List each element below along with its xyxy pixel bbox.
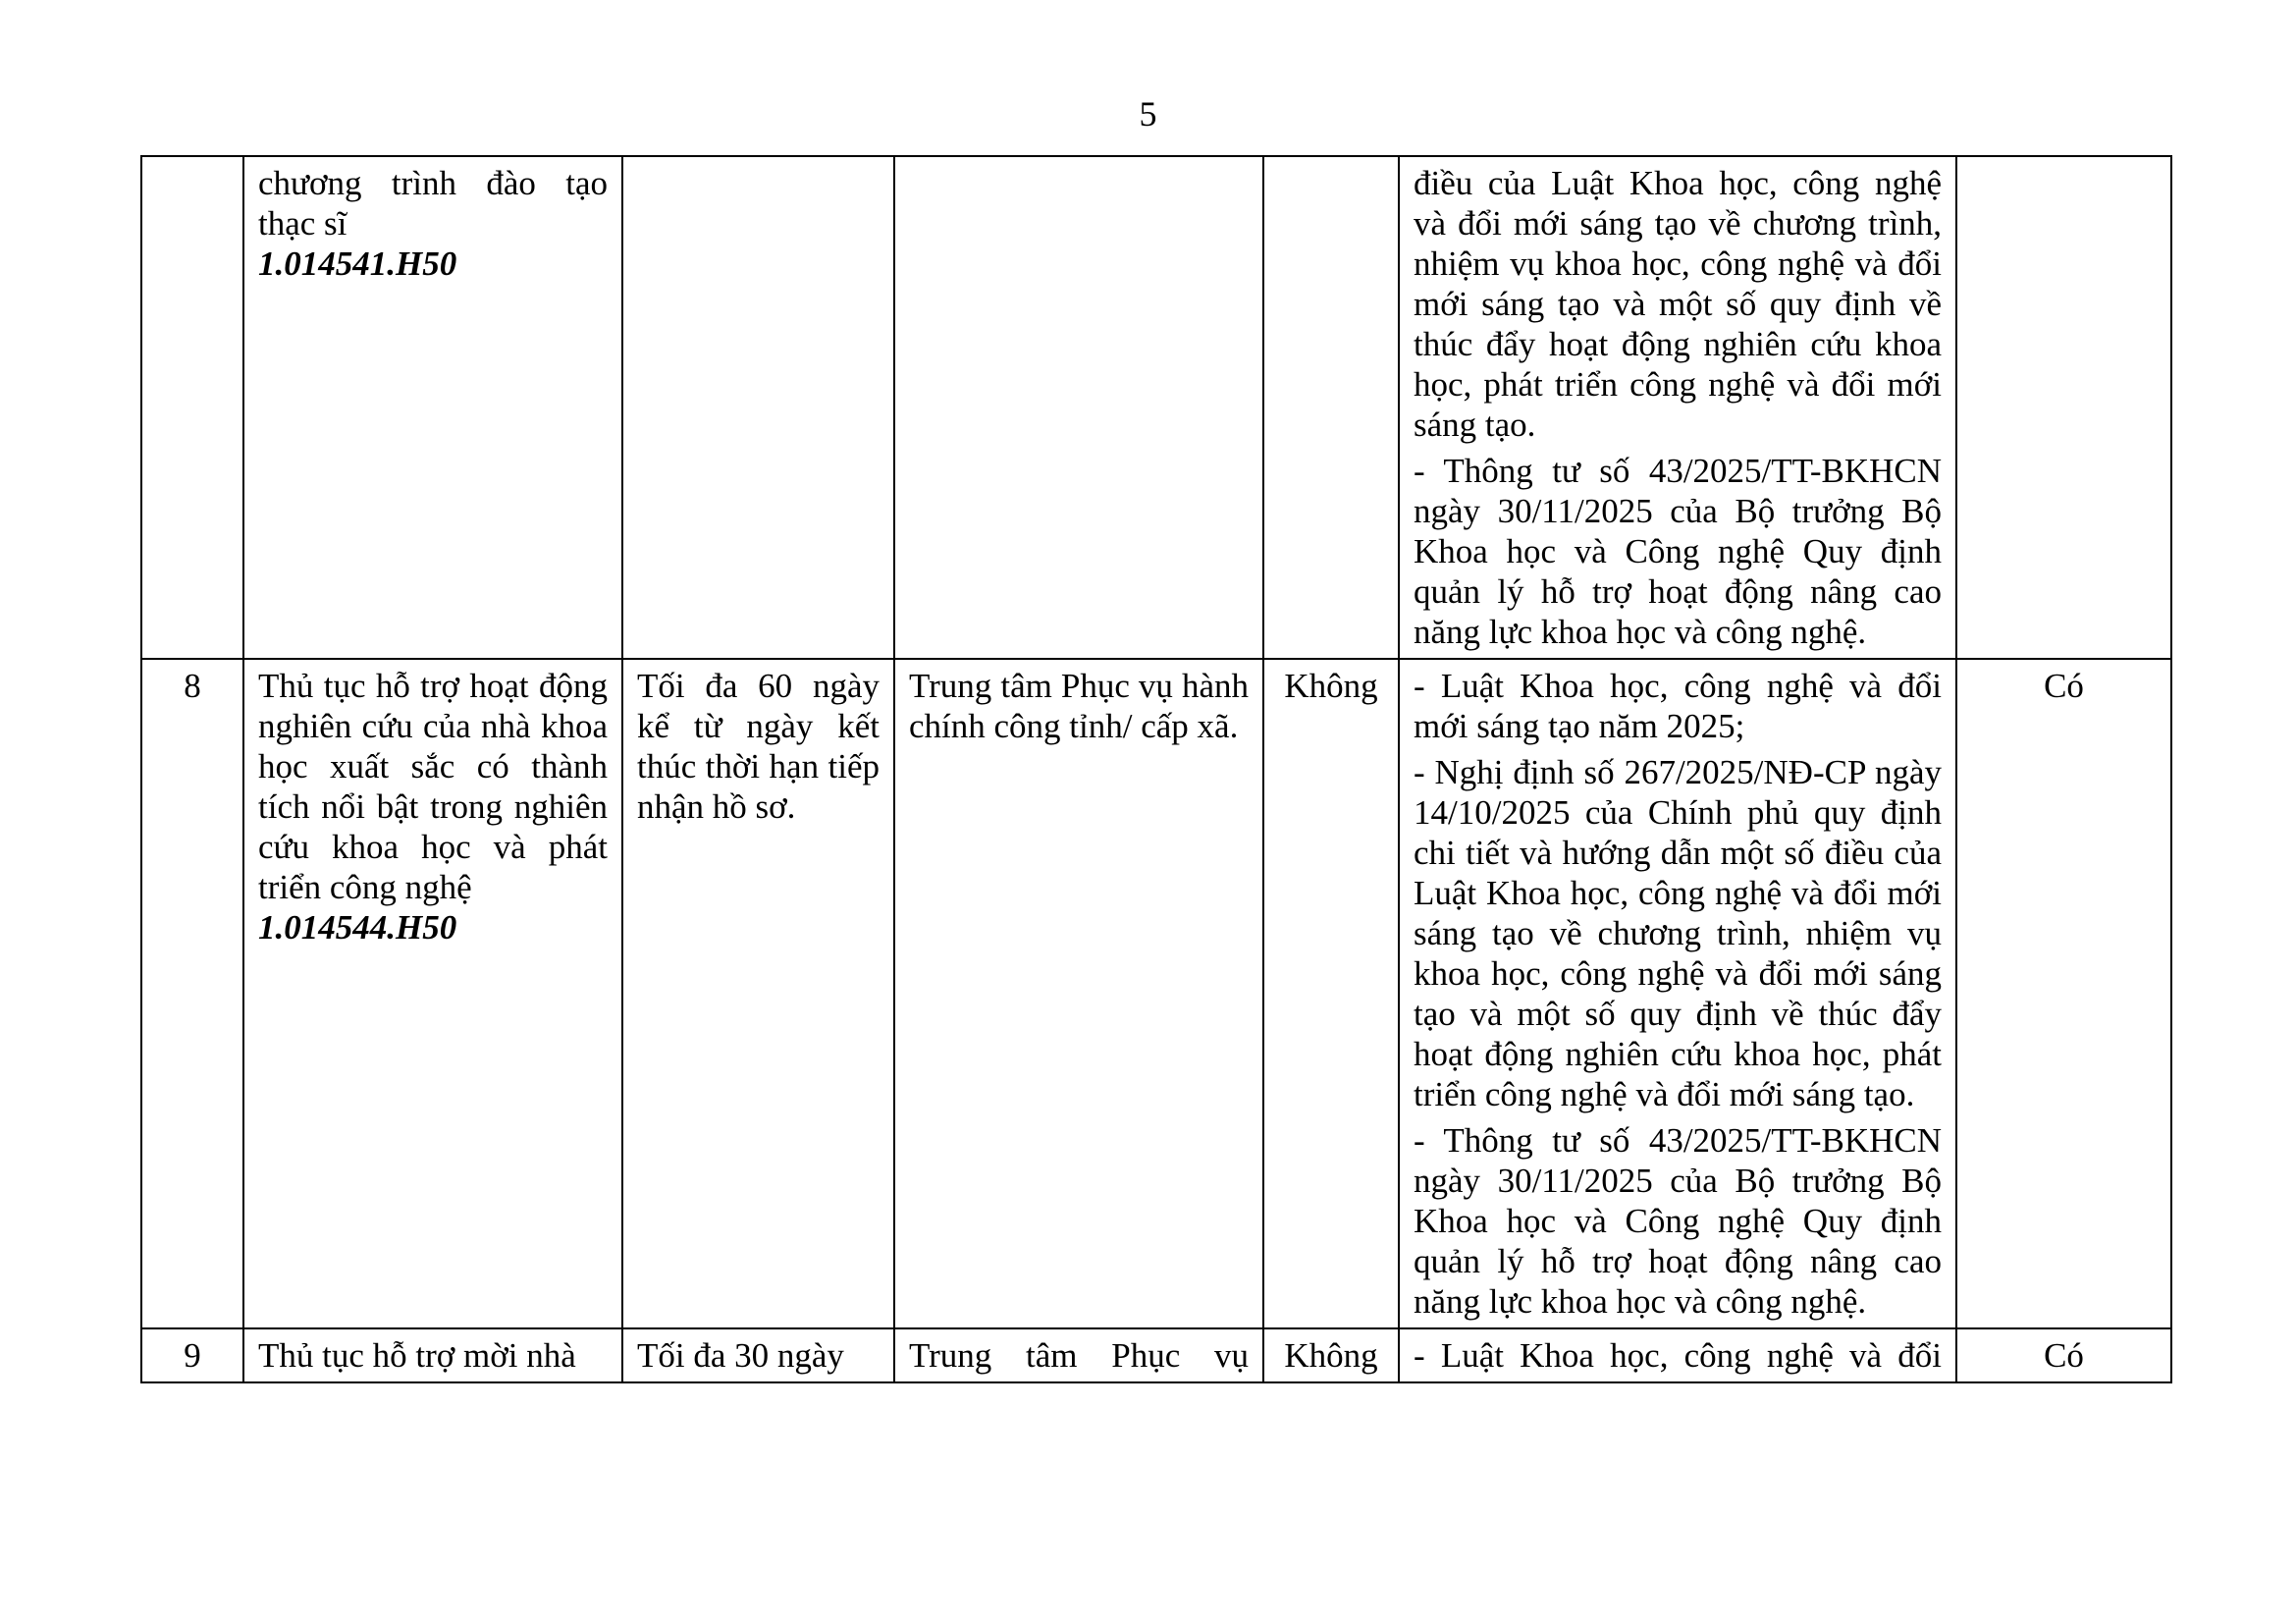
online-cell [1956, 156, 2171, 659]
stt-cell: 8 [141, 659, 243, 1328]
online-cell: Có [1956, 1328, 2171, 1382]
stt-cell: 9 [141, 1328, 243, 1382]
online-cell: Có [1956, 659, 2171, 1328]
procedure-code: 1.014544.H50 [258, 908, 457, 947]
duration-cell: Tối đa 30 ngày [622, 1328, 894, 1382]
procedure-name: Thủ tục hỗ trợ hoạt động nghiên cứu của nhà khoa học xuất sắc có thành tích nổi bật trong nghiên cứu khoa học và phát triển công nghệ [258, 667, 608, 906]
fee-cell [1263, 156, 1399, 659]
duration-cell: Tối đa 60 ngày kể từ ngày kết thúc thời hạn tiếp nhận hồ sơ. [622, 659, 894, 1328]
place-cell: Trung tâm Phục vụ [894, 1328, 1263, 1382]
legal-basis-cell [1399, 659, 1956, 1328]
place-cell [894, 156, 1263, 659]
page-number: 5 [1139, 94, 1157, 134]
table-row [141, 1328, 2171, 1382]
place-cell: Trung tâm Phục vụ hành chính công tỉnh/ cấp xã. [894, 659, 1263, 1328]
procedure-name-cell [243, 659, 622, 1328]
procedure-name: chương trình đào tạo thạc sĩ [258, 164, 608, 243]
procedure-name-cell [243, 156, 622, 659]
procedure-name: Thủ tục hỗ trợ mời nhà [258, 1336, 576, 1375]
procedure-table [140, 155, 2172, 1383]
legal-basis-item: - Nghị định số 267/2025/NĐ-CP ngày 14/10/2025 của Chính phủ quy định chi tiết và hướng dẫn một số điều của Luật Khoa học, công nghệ và đổi mới sáng tạo về chương trình, nhiệm vụ khoa học, công nghệ và đổi mới sáng tạo và một số quy định về thúc đẩy hoạt động nghiên cứu khoa học, phát triển công nghệ và đổi mới sáng tạo. [1414, 753, 1942, 1113]
legal-basis-cell [1399, 1328, 1956, 1382]
legal-basis-item: - Luật Khoa học, công nghệ và đổi mới sáng tạo năm 2025; [1414, 667, 1942, 745]
legal-basis-item: - Thông tư số 43/2025/TT-BKHCN ngày 30/11/2025 của Bộ trưởng Bộ Khoa học và Công nghệ Quy định quản lý hỗ trợ hoạt động nâng cao năng lực khoa học và công nghệ. [1414, 1121, 1942, 1321]
legal-basis-cell [1399, 156, 1956, 659]
fee-cell: Không [1263, 659, 1399, 1328]
stt-cell [141, 156, 243, 659]
procedure-code: 1.014541.H50 [258, 244, 457, 283]
procedure-name-cell [243, 1328, 622, 1382]
legal-basis-item: điều của Luật Khoa học, công nghệ và đổi mới sáng tạo về chương trình, nhiệm vụ khoa học, công nghệ và đổi mới sáng tạo và một số quy định về thúc đẩy hoạt động nghiên cứu khoa học, phát triển công nghệ và đổi mới sáng tạo. [1414, 164, 1942, 444]
legal-basis-item: - Thông tư số 43/2025/TT-BKHCN ngày 30/11/2025 của Bộ trưởng Bộ Khoa học và Công nghệ Quy định quản lý hỗ trợ hoạt động nâng cao năng lực khoa học và công nghệ. [1414, 452, 1942, 651]
table-row [141, 156, 2171, 659]
duration-cell [622, 156, 894, 659]
table-row [141, 659, 2171, 1328]
fee-cell: Không [1263, 1328, 1399, 1382]
legal-basis-item: - Luật Khoa học, công nghệ và đổi [1414, 1336, 1942, 1375]
